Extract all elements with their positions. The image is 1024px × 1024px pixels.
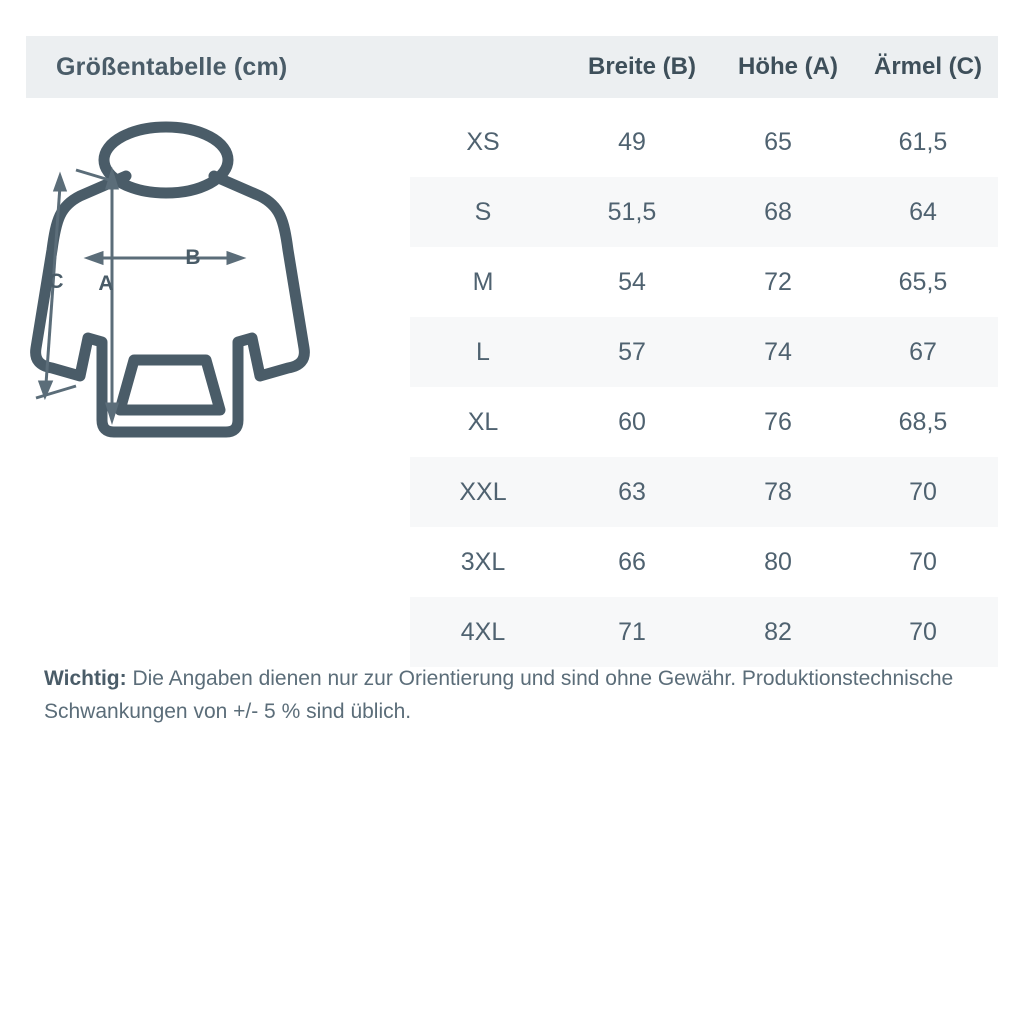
cell-height: 78 xyxy=(764,477,792,506)
cell-sleeve: 64 xyxy=(909,197,937,226)
disclaimer-text: Die Angaben dienen nur zur Orientierung und sind ohne Gewähr. Produktionstechnische Schwankungen von +/- 5 % sind üblich. xyxy=(44,667,954,723)
header-col-height: Höhe (A) xyxy=(738,53,838,80)
table-row xyxy=(410,177,998,247)
cell-height: 82 xyxy=(764,617,792,646)
page-title: Größentabelle (cm) xyxy=(56,52,288,81)
cell-sleeve: 65,5 xyxy=(898,267,948,296)
table-row xyxy=(410,597,998,667)
cell-width: 71 xyxy=(618,617,646,646)
cell-sleeve: 61,5 xyxy=(898,127,948,156)
cell-width: 63 xyxy=(618,477,646,506)
cell-sleeve: 70 xyxy=(909,477,937,506)
table-row xyxy=(410,387,998,457)
header-col-sleeve: Ärmel (C) xyxy=(873,53,982,80)
cell-size: XS xyxy=(466,127,500,156)
table-row xyxy=(410,457,998,527)
cell-height: 68 xyxy=(764,197,792,226)
cell-size: XXL xyxy=(459,477,507,506)
cell-sleeve: 68,5 xyxy=(898,407,948,436)
cell-width: 51,5 xyxy=(607,197,657,226)
table-row xyxy=(410,527,998,597)
cell-sleeve: 70 xyxy=(909,617,937,646)
cell-sleeve: 67 xyxy=(909,337,937,366)
dim-b-arrow-right xyxy=(228,253,242,263)
dim-label-b: B xyxy=(185,246,201,269)
disclaimer-note xyxy=(44,662,994,728)
cell-height: 76 xyxy=(764,407,792,436)
cell-height: 80 xyxy=(764,547,792,576)
cell-size: S xyxy=(474,197,492,226)
header-columns xyxy=(436,53,998,81)
cell-size: 3XL xyxy=(460,547,506,576)
dim-label-a: A xyxy=(98,272,114,295)
table-row xyxy=(410,247,998,317)
dim-a-arrow-bottom xyxy=(107,404,117,420)
dim-label-c: C xyxy=(48,270,64,293)
cell-height: 72 xyxy=(764,267,792,296)
cell-width: 60 xyxy=(618,407,646,436)
cell-size: XL xyxy=(467,407,499,436)
cell-size: L xyxy=(476,337,490,366)
hoodie-illustration xyxy=(30,110,410,470)
dim-b-arrow-left xyxy=(88,253,102,263)
cell-width: 57 xyxy=(618,337,646,366)
table-row xyxy=(410,317,998,387)
cell-sleeve: 70 xyxy=(909,547,937,576)
size-table xyxy=(410,107,998,667)
cell-size: 4XL xyxy=(460,617,506,646)
cell-width: 66 xyxy=(618,547,646,576)
cell-height: 74 xyxy=(764,337,792,366)
cell-size: M xyxy=(472,267,494,296)
header-col-width: Breite (B) xyxy=(587,53,696,80)
disclaimer-label: Wichtig: xyxy=(44,667,127,690)
table-row xyxy=(410,107,998,177)
cell-width: 49 xyxy=(618,127,646,156)
cell-width: 54 xyxy=(618,267,646,296)
cell-height: 65 xyxy=(764,127,792,156)
dim-c-arrow-top xyxy=(55,176,65,190)
table-header xyxy=(26,36,998,98)
